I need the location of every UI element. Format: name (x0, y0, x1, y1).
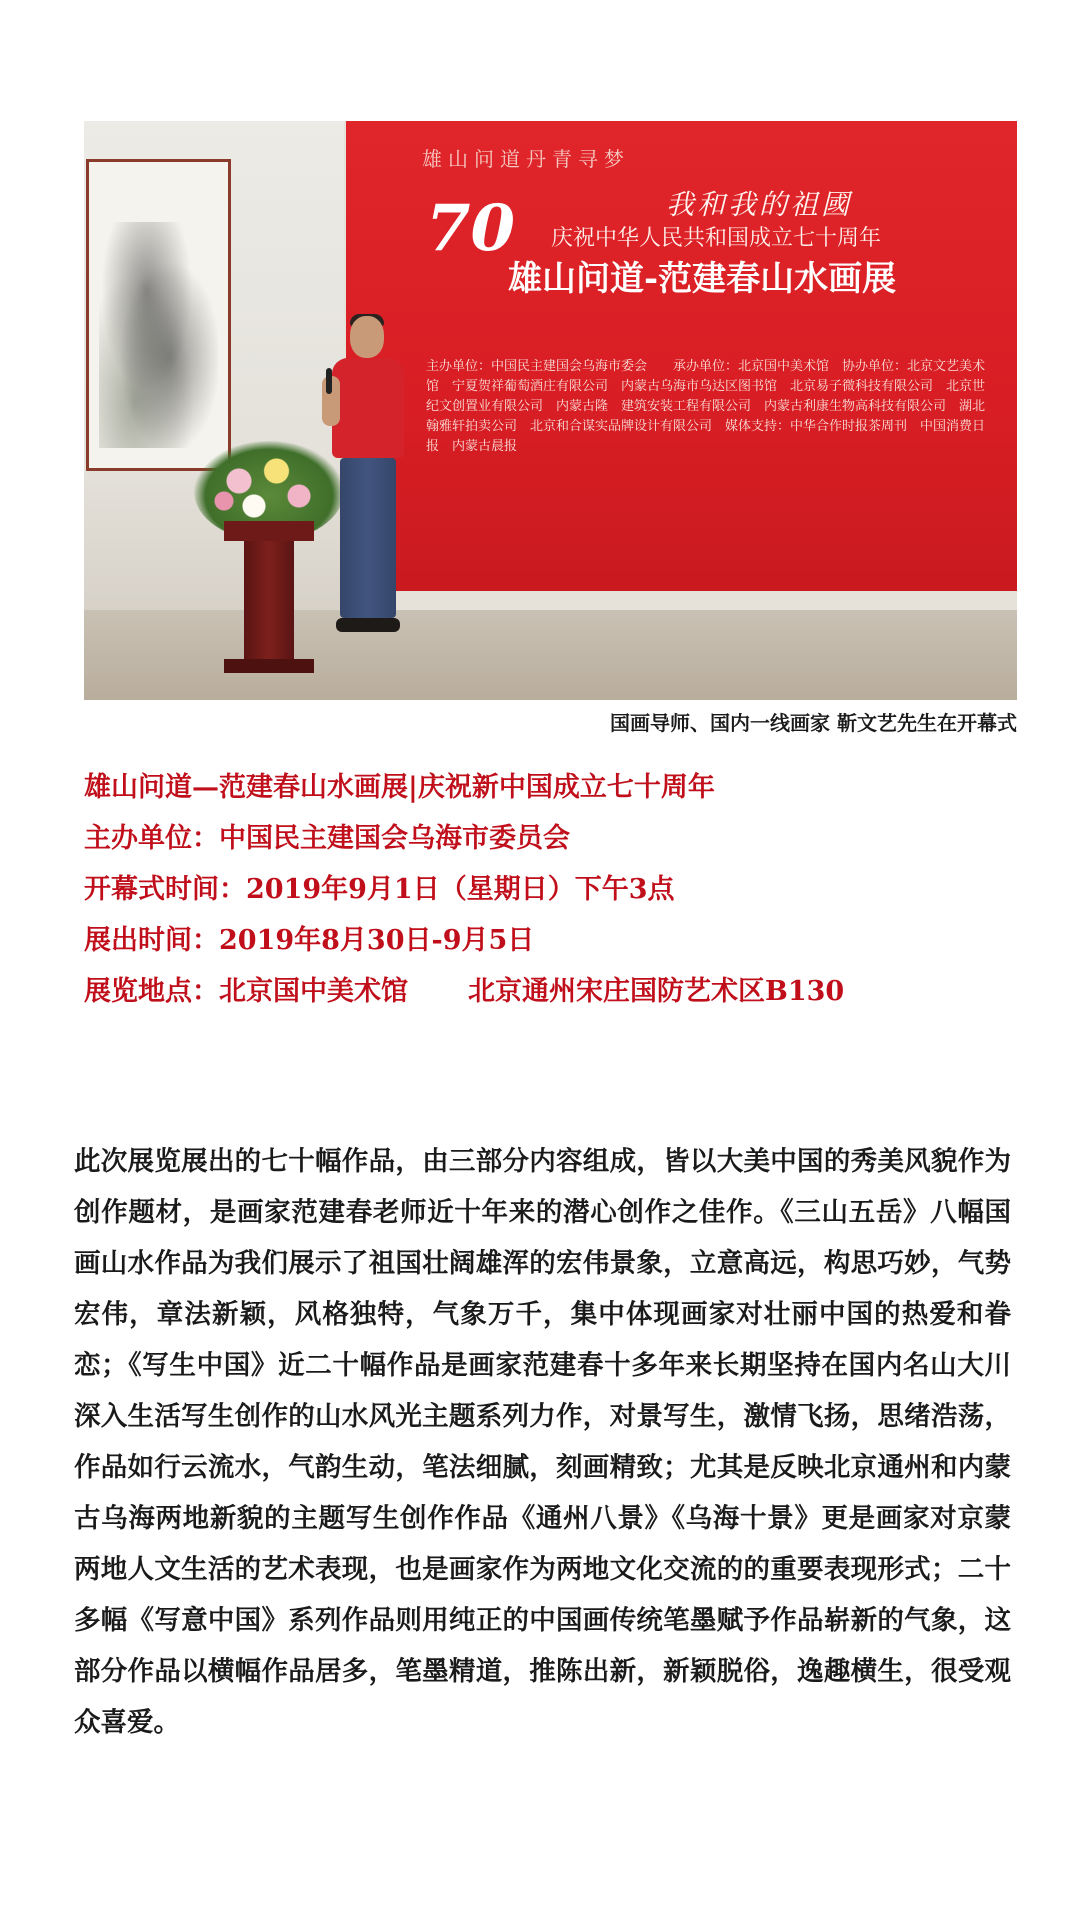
podium-post (244, 541, 294, 661)
event-photo (84, 121, 1017, 700)
opening-time: 开幕式时间：2019年9月1日（星期日）下午3点 (84, 874, 675, 905)
venue-line (84, 969, 844, 1008)
exhibition-title: 雄山问道—范建春山水画展|庆祝新中国成立七十周年 (84, 772, 715, 803)
banner-top-text: 雄山问道丹青寻梦 (422, 147, 630, 171)
anniversary-70-logo: 70 (426, 191, 516, 266)
exhibition-banner (346, 121, 1017, 591)
banner-subtitle: 庆祝中华人民共和国成立七十周年 (551, 226, 882, 251)
host-unit: 主办单位：中国民主建国会乌海市委员会 (84, 823, 570, 854)
podium-base (224, 659, 314, 673)
podium-top (224, 521, 314, 541)
speaker-figure (320, 316, 420, 656)
speaker-shirt (332, 358, 404, 458)
speaker-shoes (336, 618, 400, 632)
podium (224, 441, 314, 681)
painting-ink (99, 222, 218, 448)
banner-title: 雄山问道-范建春山水画展 (508, 259, 897, 299)
speaker-head (350, 316, 384, 358)
venue-name: 展览地点：北京国中美术馆 (84, 976, 408, 1007)
body-paragraph: 此次展览展出的七十幅作品，由三部分内容组成，皆以大美中国的秀美风貌作为创作题材，是画家范建春老师近十年来的潜心创作之佳作。《三山五岳》八幅国画山水作品为我们展示了祖国壮阔雄浑的宏伟景象，立意高远，构思巧妙，气势宏伟，章法新颖，风格独特，气象万千，集中体现画家对壮丽中国的热爱和眷恋；《写生中国》近二十幅作品是画家范建春十多年来长期坚持在国内名山大川深入生活写生创作的山水风光主题系列力作，对景写生，激情飞扬，思绪浩荡，作品如行云流水，气韵生动，笔法细腻，刻画精致；尤其是反映北京通州和内蒙古乌海两地新貌的主题写生创作作品《通州八景》《乌海十景》更是画家对京蒙两地人文生活的艺术表现，也是画家作为两地文化交流的的重要表现形式；二十多幅《写意中国》系列作品则用纯正的中国画传统笔墨赋予作品崭新的气象，这部分作品以横幅作品居多，笔墨精道，推陈出新，新颖脱俗，逸趣横生，很受观众喜爱。 (74, 1146, 1011, 1738)
landscape-painting (86, 159, 231, 471)
microphone-icon (326, 368, 332, 394)
exhibition-time: 展出时间：2019年8月30日-9月5日 (84, 925, 535, 956)
banner-script-text: 我和我的祖國 (666, 188, 853, 221)
banner-organizers: 主办单位：中国民主建国会乌海市委会 承办单位：北京国中美术馆 协办单位：北京文艺美术馆 宁夏贺祥葡萄酒庄有限公司 内蒙古乌海市乌达区图书馆 北京易子微科技有限公司 北京世纪文创置业有限公司 内蒙古隆 建筑安装工程有限公司 内蒙古利康生物高科技有限公司 湖北翰雅轩拍卖公司 北京和合谋实品牌设计有限公司 媒体支持：中华合作时报茶周刊 中国消费日报 内蒙古晨报 (426, 359, 986, 454)
venue-address: 北京通州宋庄国防艺术区B130 (468, 976, 845, 1007)
photo-caption: 国画导师、国内一线画家 靳文艺先生在开幕式 (610, 711, 1017, 735)
speaker-pants (340, 458, 396, 618)
